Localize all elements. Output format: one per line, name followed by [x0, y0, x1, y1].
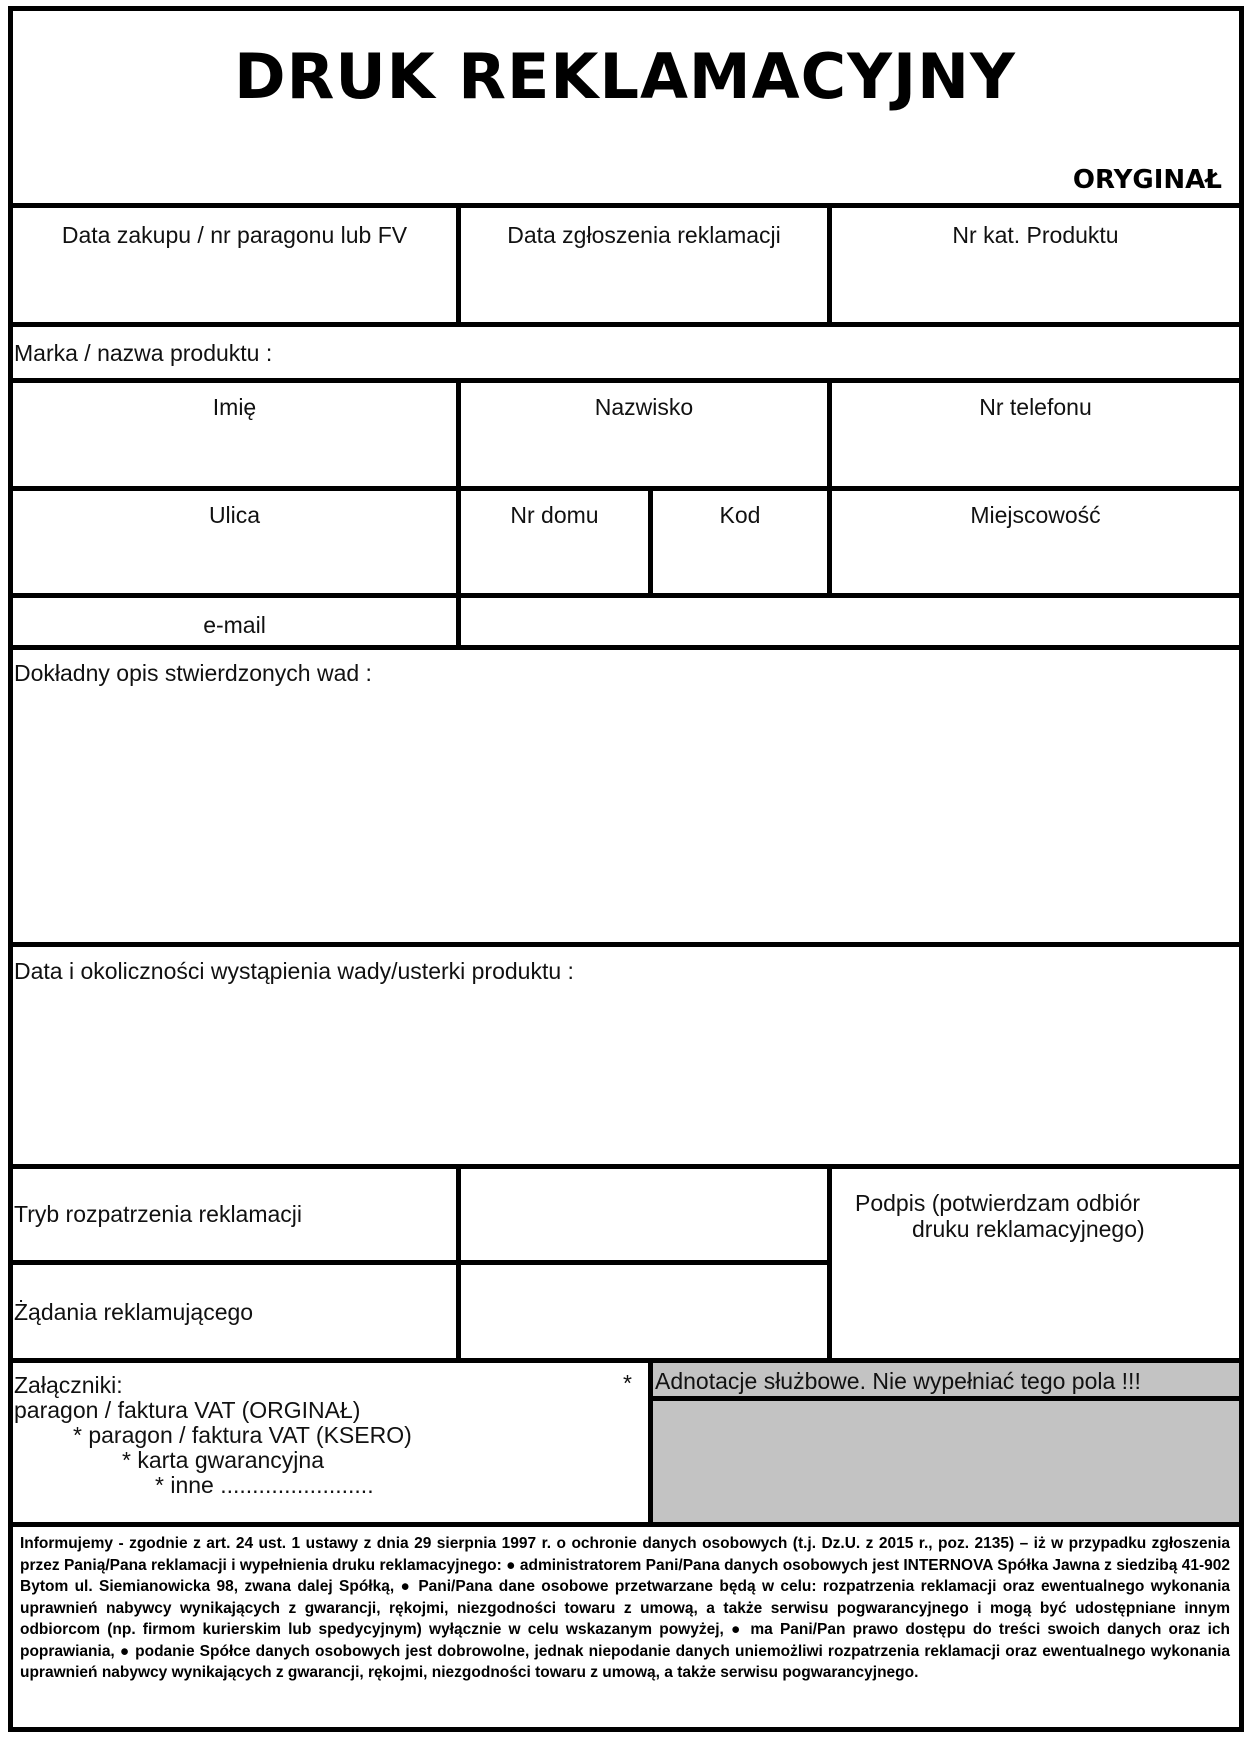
divider [8, 1164, 1244, 1169]
city-label: Miejscowość [970, 502, 1101, 528]
signature-label-line2: druku reklamacyjnego) [912, 1216, 1145, 1242]
claimant-demands-label: Żądania reklamującego [14, 1299, 254, 1325]
attachments-asterisk: * [623, 1370, 632, 1396]
divider [8, 486, 1244, 491]
attachment-item: * paragon / faktura VAT (KSERO) [73, 1422, 412, 1448]
divider [456, 593, 461, 650]
last-name-label: Nazwisko [594, 394, 694, 420]
attachments-heading: Załączniki: [14, 1372, 123, 1398]
divider [8, 645, 1244, 650]
attachment-item: paragon / faktura VAT (ORGINAŁ) [14, 1397, 361, 1423]
divider [8, 203, 1244, 208]
attachment-item: * inne ........................ [155, 1472, 374, 1498]
purchase-date-label: Data zakupu / nr paragonu lub FV [61, 222, 408, 248]
street-label: Ulica [208, 502, 261, 528]
office-notes-field [653, 1401, 1239, 1522]
brand-label: Marka / nazwa produktu : [14, 340, 273, 366]
defect-circumstances-label: Data i okoliczności wystąpienia wady/usterki produktu : [14, 958, 574, 984]
page-title: DRUK REKLAMACYJNY [234, 40, 1016, 113]
first-name-label: Imię [212, 394, 257, 420]
divider [8, 322, 1244, 327]
divider [8, 593, 1244, 598]
signature-label-line1: Podpis (potwierdzam odbiór [855, 1190, 1141, 1216]
office-notes-label: Adnotacje służbowe. Nie wypełniać tego pola !!! [655, 1368, 1141, 1394]
copy-label: ORYGINAŁ [1072, 165, 1222, 195]
defect-description-label: Dokładny opis stwierdzonych wad : [14, 660, 372, 686]
divider [8, 1260, 832, 1265]
divider [8, 1522, 1244, 1527]
claim-date-label: Data zgłoszenia reklamacji [507, 222, 781, 248]
email-label: e-mail [203, 612, 266, 638]
catalog-number-label: Nr kat. Produktu [952, 222, 1119, 248]
privacy-notice: Informujemy - zgodnie z art. 24 ust. 1 ustawy z dnia 29 sierpnia 1997 r. o ochronie danych osobowych (t.j. Dz.U. z 2015 r., poz. 2135) – iż w przypadku zgłoszenia przez Panią/Pana reklamacji i wypełnienia druku reklamacyjnego: ● administratorem Pani/Pana danych osobowych jest INTERNOVA Spółka Jawna z siedzibą 41-902 Bytom ul. Siemianowicka 98, zwana dalej Spółką, ● Pani/Pana dane osobowe przetwarzane będą w celu: rozpatrzenia reklamacji oraz ewentualnego wykonania uprawnień nabywcy wynikających z gwarancji, rękojmi, niezgodności towaru z umową, a także serwisu pogwarancyjnego i mogą być udostępniane innym odbiorcom (np. firmom kurierskim lub spedycyjnym) wyłącznie w celu wskazanym powyżej, ● ma Pani/Pan prawo dostępu do treści swoich danych oraz ich poprawiania, ● podanie Spółce danych osobowych jest dobrowolne, jednak niepodanie danych uniemożliwi rozpatrzenia reklamacji oraz ewentualnego wykonania uprawnień nabywcy wynikających z gwarancji, rękojmi, niezgodności towaru z umową, a także serwisu pogwarancyjnego. [20, 1535, 1230, 1681]
claim-mode-label: Tryb rozpatrzenia reklamacji [14, 1201, 303, 1227]
postal-code-label: Kod [719, 502, 761, 528]
phone-label: Nr telefonu [979, 394, 1092, 420]
attachment-item: * karta gwarancyjna [122, 1447, 324, 1473]
divider [8, 942, 1244, 947]
divider [827, 1164, 832, 1363]
house-number-label: Nr domu [510, 502, 599, 528]
divider [456, 1164, 461, 1363]
divider [8, 378, 1244, 383]
